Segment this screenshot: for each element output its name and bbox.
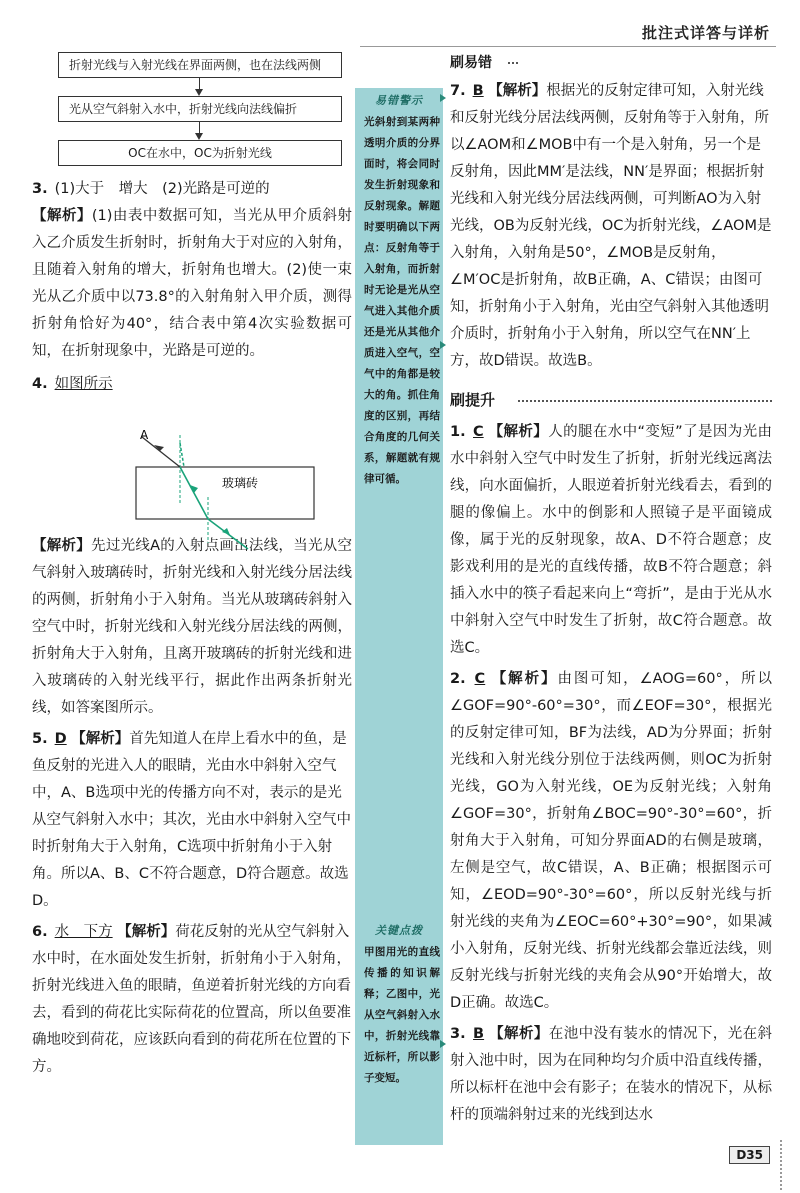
answer-text: 水 下方 <box>54 924 113 940</box>
pointer-arrow <box>440 341 446 349</box>
section-dots <box>508 62 518 64</box>
question-7 <box>450 78 772 375</box>
analysis-tag: 【解析】 <box>488 424 549 440</box>
right-column <box>450 78 772 1129</box>
question-number: 2. <box>450 671 466 687</box>
flow-arrow-2 <box>58 122 342 140</box>
normal-line-1 <box>180 443 184 467</box>
page-number: D35 <box>729 1146 770 1164</box>
sidebar-heading-1: 易错警示 <box>375 94 423 107</box>
analysis-text: (1)由表中数据可知，当光从甲介质斜射入乙介质发生折射时，折射角大于对应的入射角，且随着入射角的增大，折射角也增大。(2)使一束光从乙介质中以73.8°的入射角射入甲介质，测得折射角恰好为40°，结合表中第4次实验数据可知，在折射现象中，光路是可逆的。 <box>32 208 352 359</box>
question-number: 1. <box>450 424 466 440</box>
header-rule <box>360 46 776 47</box>
answer-letter: C <box>474 671 486 687</box>
glass-block <box>136 467 314 519</box>
analysis-text: 首先知道人在岸上看水中的鱼，是鱼反射的光进入人的眼睛，光由水中斜射入空气中，A、B选项中光的传播方向不对，表示的是光从空气斜射入水中；其次，光由水中斜射入空气中时折射角大于入射角，C选项中折射角小于入射角。所以A、B、C不符合题意，D符合题意。故选D。 <box>32 731 351 909</box>
analysis-text: 在池中没有装水的情况下，光在斜射入池中时，因为在同种均匀介质中沿直线传播，所以标杆在池中会有影子；在装水的情况下，从标杆的顶端斜射过来的光线到达水 <box>450 1026 773 1123</box>
pointer-arrow <box>440 94 446 102</box>
question-number: 4. <box>32 376 48 392</box>
question-6 <box>32 919 352 1081</box>
flow-box-2: 光从空气斜射入水中，折射光线向法线偏折 <box>58 96 342 122</box>
refraction-diagram <box>100 425 340 555</box>
improve-2 <box>450 666 772 1017</box>
page-corner-decoration <box>780 1140 800 1190</box>
question-number: 3. <box>32 181 48 197</box>
section-dots <box>518 400 772 402</box>
analysis-tag: 【解析】 <box>489 1026 549 1042</box>
section-badge-easy-mistake: 刷易错 <box>450 55 492 71</box>
sidebar-text-1: 光斜射到某两种透明介质的分界面时，将会同时发生折射现象和反射现象。解题时要明确以下两点：反射角等于入射角，而折射时无论是光从空气进入其他介质还是光从其他介质进入空气，空气中的角都是较大的角。抓住角度的区别，再结合角度的几何关系，解题就有规律可循。 <box>364 116 440 485</box>
answer-text: 如图所示 <box>54 376 113 392</box>
analysis-tag: 【解析】 <box>488 83 547 99</box>
improve-3 <box>450 1021 772 1129</box>
question-5 <box>32 726 352 915</box>
answer-letter: B <box>473 1026 485 1042</box>
answer-letter: D <box>54 731 67 747</box>
analysis-tag: 【解析】 <box>32 538 92 554</box>
answer-letter: C <box>473 424 484 440</box>
left-column <box>32 172 352 1081</box>
flow-arrow-1 <box>58 78 342 96</box>
question-number: 5. <box>32 731 48 747</box>
analysis-text: 由图可知，∠AOG=60°，所以∠GOF=90°-60°=30°，而∠EOF=30°，根据光的反射定律可知，BF为法线，AD为分界面；折射光线和入射光线分别位于法线两侧，则OC为折射光线，GO为入射光线，OE为反射光线；入射角∠GOF=30°，折射角∠BOC=90°-30°=60°，折射角大于入射角，可知分界面AD的右侧是玻璃，左侧是空气，故C错误，A、B正确；根据图示可知，∠EOD=90°-30°=60°，所以反射光线与折射光线的夹角为∠EOC=60°+30°=90°，如果减小入射角，反射光线、折射光线都会靠近法线，则反射光线与折射光线的夹角会从90°开始增大，故D正确。故选C。 <box>450 671 773 1011</box>
analysis-4 <box>32 533 352 722</box>
pointer-arrow <box>440 1040 446 1048</box>
analysis-tag: 【解析】 <box>71 731 130 747</box>
question-4 <box>32 371 352 398</box>
analysis-tag: 【解析】 <box>491 671 558 687</box>
question-number: 3. <box>450 1026 466 1042</box>
analysis-text: 人的腿在水中“变短”了是因为光由水中斜射入空气中时发生了折射，折射光线远离法线，向水面偏折，人眼逆着折射光线看去，看到的腿的像偏上。水中的倒影和人照镜子是平面镜成像，属于光的反射现象，故A、D不符合题意；皮影戏利用的是光的直线传播，故B不符合题意；斜插入水中的筷子看起来向上“弯折”，是由于光从水中斜射入空气中时发生了折射，故C符合题意。故选C。 <box>450 424 773 656</box>
header-title: 批注式详答与详析 <box>641 24 770 42</box>
analysis-tag: 【解析】 <box>32 208 92 224</box>
label-glass: 玻璃砖 <box>222 476 259 490</box>
flow-box-3: OC在水中，OC为折射光线 <box>58 140 342 166</box>
answer-text: (1)大于 增大 (2)光路是可逆的 <box>54 181 270 197</box>
analysis-3 <box>32 203 352 365</box>
analysis-text: 荷花反射的光从空气斜射入水中时，在水面处发生折射，折射角小于入射角，折射光线进入鱼的眼睛，鱼逆着折射光线的方向看去，看到的荷花比实际荷花的位置高，所以鱼要准确地咬到荷花，应该跃向看到的荷花所在位置的下方。 <box>32 924 351 1075</box>
page-header <box>0 0 800 46</box>
analysis-tag: 【解析】 <box>117 924 176 940</box>
section-badge-improve: 刷提升 <box>450 391 496 409</box>
sidebar-text-2: 甲图用光的直线传播的知识解释；乙图中，光从空气斜射入水中，折射光线靠近标杆，所以影子变短。 <box>364 946 440 1084</box>
analysis-text: 先过光线A的入射点画出法线，当光从空气斜射入玻璃砖时，折射光线和入射光线分居法线的两侧，折射角小于入射角。当光从玻璃砖斜射入空气中时，折射光线和入射光线分居法线的两侧，折射角大于入射角，且离开玻璃砖的折射光线和进入玻璃砖的入射光线平行，据此作出两条折射光线，如答案图所示。 <box>32 538 352 716</box>
sidebar-heading-2: 关键点拨 <box>375 924 423 937</box>
analysis-text: 根据光的反射定律可知，入射光线和反射光线分居法线两侧，反射角等于入射角，所以∠AOM和∠MOB中有一个是入射角，另一个是反射角，因此MM′是法线，NN′是界面；根据折射光线和入射光线分居法线两侧，可判断AO为入射光线，OB为反射光线，OC为折射光线，∠AOM是入射角，入射角是50°，∠MOB是反射角，∠M′OC是折射角，故B正确，A、C错误；由图可知，折射角小于入射角，光由空气斜射入其他透明介质时，折射角小于入射角，所以空气在NN′上方，故D错误。故选B。 <box>450 83 772 369</box>
outside-arrow <box>222 528 230 535</box>
question-number: 7. <box>450 83 466 99</box>
improve-1 <box>450 419 772 662</box>
question-number: 6. <box>32 924 48 940</box>
flow-box-1: 折射光线与入射光线在界面两侧，也在法线两侧 <box>58 52 342 78</box>
question-3 <box>32 176 352 203</box>
label-a: A <box>140 428 149 442</box>
answer-letter: B <box>472 83 484 99</box>
section-header-improve <box>450 387 772 413</box>
flowchart <box>58 52 342 166</box>
